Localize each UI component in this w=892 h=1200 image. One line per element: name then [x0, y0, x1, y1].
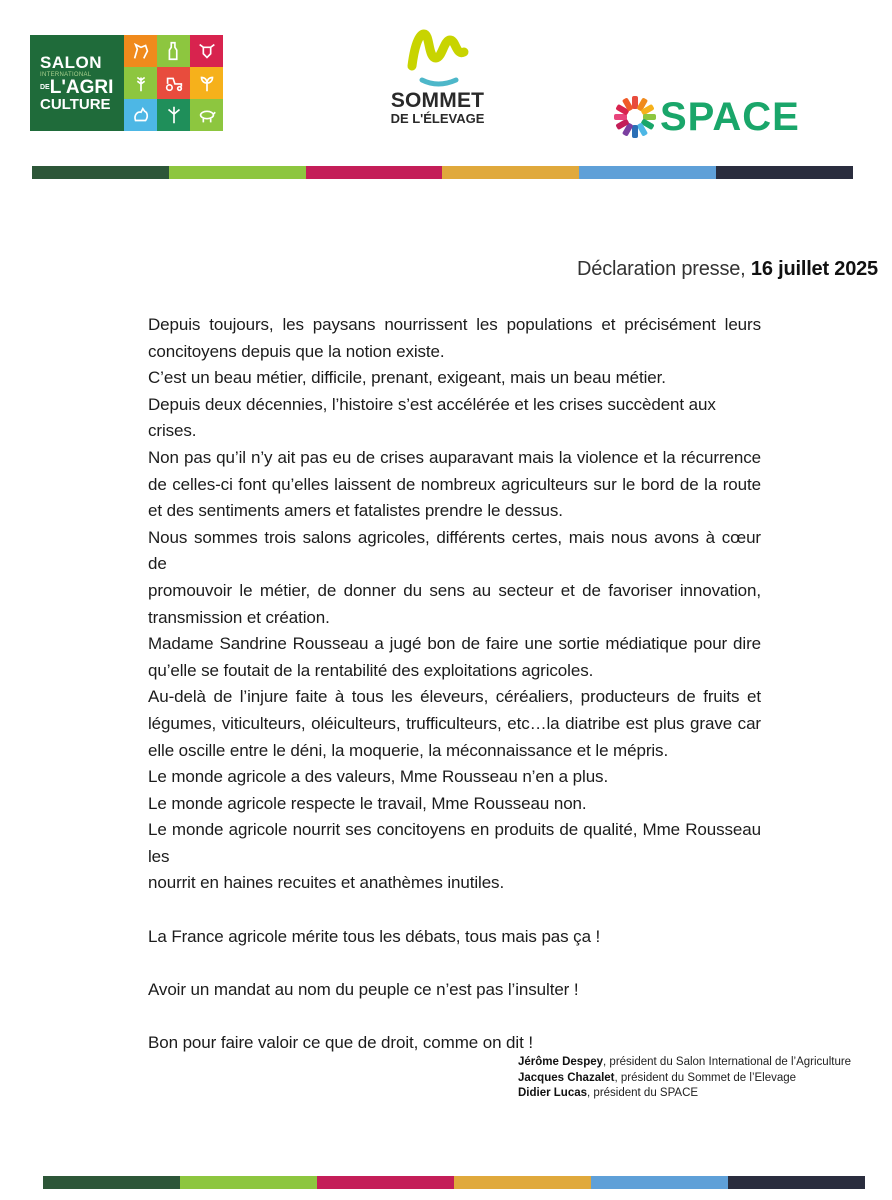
body-line: concitoyens depuis que la notion existe. [148, 341, 445, 361]
press-release-date [577, 258, 878, 281]
stripe-segment [728, 1176, 865, 1189]
body-line: Non pas qu’il n’y ait pas eu de crises auparavant mais la violence et la récurrence [148, 447, 761, 467]
signature-line: Didier Lucas, président du SPACE [518, 1087, 699, 1099]
salon-logo-line4: CULTURE [40, 95, 111, 113]
cow-icon [190, 35, 223, 67]
sommet-logo-line2: DE L'ÉLEVAGE [390, 111, 485, 126]
salon-logo-de: DE [40, 83, 50, 91]
wheat-icon [124, 67, 157, 99]
body-line: promouvoir le métier, de donner du sens au secteur et de favoriser innovation, [148, 580, 761, 600]
chicken-icon [124, 99, 157, 131]
plant-icon [190, 67, 223, 99]
date-prefix: Déclaration presse, [577, 258, 751, 280]
header-color-stripe [32, 166, 853, 179]
stripe-segment [169, 166, 306, 179]
stripe-segment [306, 166, 443, 179]
date-value: 16 juillet 2025 [750, 258, 878, 280]
sommet-logo-line1: SOMMET [390, 89, 485, 112]
body-line: nourrit en haines recuites et anathèmes inutiles. [148, 873, 505, 893]
closing-statement-2: Avoir un mandat au nom du peuple ce n’est pas l’insulter ! [148, 979, 579, 999]
closing-statement-1: La France agricole mérite tous les débats, tous mais pas ça ! [148, 926, 601, 946]
stripe-segment [180, 1176, 317, 1189]
press-release-body [148, 312, 761, 1057]
body-line: Le monde agricole a des valeurs, Mme Rousseau n’en a plus. [148, 767, 609, 787]
stripe-segment [317, 1176, 454, 1189]
salon-logo-icon-grid [124, 35, 223, 131]
body-line: Le monde agricole respecte le travail, Mme Rousseau non. [148, 793, 587, 813]
stripe-segment [454, 1176, 591, 1189]
stripe-segment [579, 166, 716, 179]
signatures [518, 1055, 851, 1102]
body-line: elle oscille entre le déni, la moquerie, la méconnaissance et le mépris. [148, 740, 669, 760]
body-line: Au-delà de l’injure faite à tous les éleveurs, céréaliers, producteurs de fruits et [148, 687, 761, 707]
letterhead [0, 0, 892, 160]
stripe-segment [442, 166, 579, 179]
salon-agriculture-logo [30, 35, 223, 131]
salon-logo-line2: INTERNATIONAL [40, 71, 92, 78]
signature-line: Jacques Chazalet, président du Sommet de l’Elevage [518, 1071, 797, 1084]
body-line: Nous sommes trois salons agricoles, différents certes, mais nous avons à cœur de [148, 527, 761, 574]
salon-logo-line3: L'AGRI [49, 76, 114, 98]
stripe-segment [591, 1176, 728, 1189]
horse-icon [124, 35, 157, 67]
body-line: Le monde agricole nourrit ses concitoyens en produits de qualité, Mme Rousseau les [148, 820, 761, 866]
stripe-segment [43, 1176, 180, 1189]
body-line: Depuis toujours, les paysans nourrissent les populations et précisément leurs [148, 315, 761, 334]
body-line: légumes, viticulteurs, oléiculteurs, trufficulteurs, etc…la diatribe est plus grave car [148, 713, 761, 733]
sheep-icon [190, 99, 223, 131]
space-logo-text: SPACE [660, 95, 800, 139]
tractor-icon [157, 67, 190, 99]
body-line: de celles-ci font qu’elles laissent de nombreux agriculteurs sur le bord de la route [148, 474, 761, 494]
salon-logo-line1: SALON [40, 52, 102, 72]
windmill-icon [157, 99, 190, 131]
space-star-icon [612, 94, 658, 140]
sommet-mountain-icon [398, 28, 478, 90]
bottle-icon [157, 35, 190, 67]
stripe-segment [32, 166, 169, 179]
body-line: Madame Sandrine Rousseau a jugé bon de faire une sortie médiatique pour dire [148, 634, 761, 654]
closing-statement-3: Bon pour faire valoir ce que de droit, comme on dit ! [148, 1033, 533, 1053]
body-line: Depuis deux décennies, l’histoire s’est accélérée et les crises succèdent aux crises. [148, 394, 716, 441]
sommet-elevage-logo [375, 28, 500, 146]
space-logo [612, 92, 800, 142]
signature-line: Jérôme Despey, président du Salon International de l’Agriculture [518, 1056, 852, 1068]
body-paragraphs [148, 312, 761, 897]
body-line: C’est un beau métier, difficile, prenant, exigeant, mais un beau métier. [148, 368, 666, 388]
stripe-segment [716, 166, 853, 179]
body-line: transmission et création. [148, 607, 330, 627]
body-line: qu’elle se foutait de la rentabilité des exploitations agricoles. [148, 660, 594, 680]
body-line: et des sentiments amers et fatalistes prendre le dessus. [148, 501, 563, 521]
footer-color-stripe [43, 1176, 865, 1189]
